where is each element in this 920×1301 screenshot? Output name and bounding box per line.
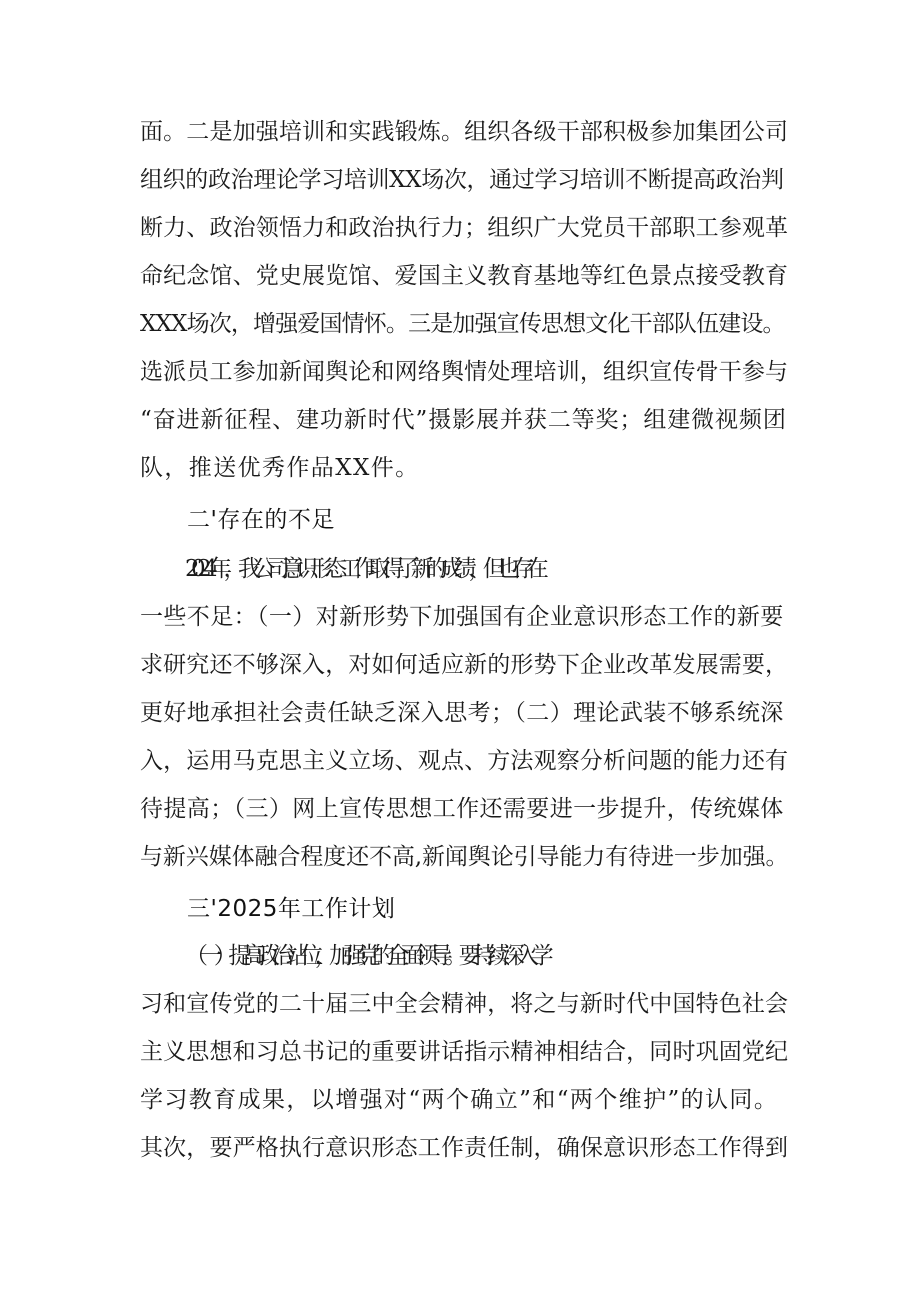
section-heading: 三'2025年工作计划 [187, 896, 396, 922]
text-line: 其次，要严格执行意识形态工作责任制，确保意识形态工作得到 [140, 1135, 789, 1161]
text-line: “奋进新征程、建功新时代”摄影展并获二等奖；组建微视频团 [140, 407, 787, 433]
text-line: 求研究还不够深入，对如何适应新的形势下企业改革发展需要， [140, 652, 789, 678]
text-line: 选派员工参加新闻舆论和网络舆情处理培训，组织宣传骨干参与 [140, 359, 789, 385]
text-line: 面。二是加强培训和实践锻炼。组织各级干部积极参加集团公司 [140, 119, 789, 145]
text-line: 入，运用马克思主义立场、观点、方法观察分析问题的能力还有 [140, 748, 789, 774]
text-line: 一些不足：（一）对新形势下加强国有企业意识形态工作的新要 [140, 604, 784, 630]
section-heading: 二'存在的不足 [187, 507, 335, 533]
text-line: 组织的政治理论学习培训XX场次，通过学习培训不断提高政治判 [140, 167, 784, 193]
text-line: 断力、政治领悟力和政治执行力；组织广大党员干部职工参观革 [140, 215, 789, 241]
text-line: 主义思想和习总书记的重要讲话指示精神相结合，同时巩固党纪 [140, 1039, 789, 1065]
text-line: （一）提高政治站位，加强党的全面领导。要持续深入学 [185, 943, 546, 969]
text-line: 待提高；（三）网上宣传思想工作还需要进一步提升，传统媒体 [140, 796, 784, 822]
text-line: 习和宣传党的二十届三中全会精神，将之与新时代中国特色社会 [140, 991, 789, 1017]
text-line: XXX场次，增强爱国情怀。三是加强宣传思想文化干部队伍建设。 [140, 311, 785, 337]
text-line: 与新兴媒体融合程度还不高,新闻舆论引导能力有待进一步加强。 [140, 844, 789, 870]
text-line: 队，推送优秀作品XX件。 [140, 455, 420, 481]
text-line: 更好地承担社会责任缺乏深入思考；（二）理论武装不够系统深 [140, 700, 784, 726]
text-line: 命纪念馆、党史展览馆、爱国主义教育基地等红色景点接受教育 [140, 263, 789, 289]
text-line: 学习教育成果，以增强对“两个确立”和“两个维护”的认同。 [140, 1087, 779, 1113]
text-line: 2024年，我公司意识形态工作取得了新的成绩，但也存在 [185, 556, 541, 582]
